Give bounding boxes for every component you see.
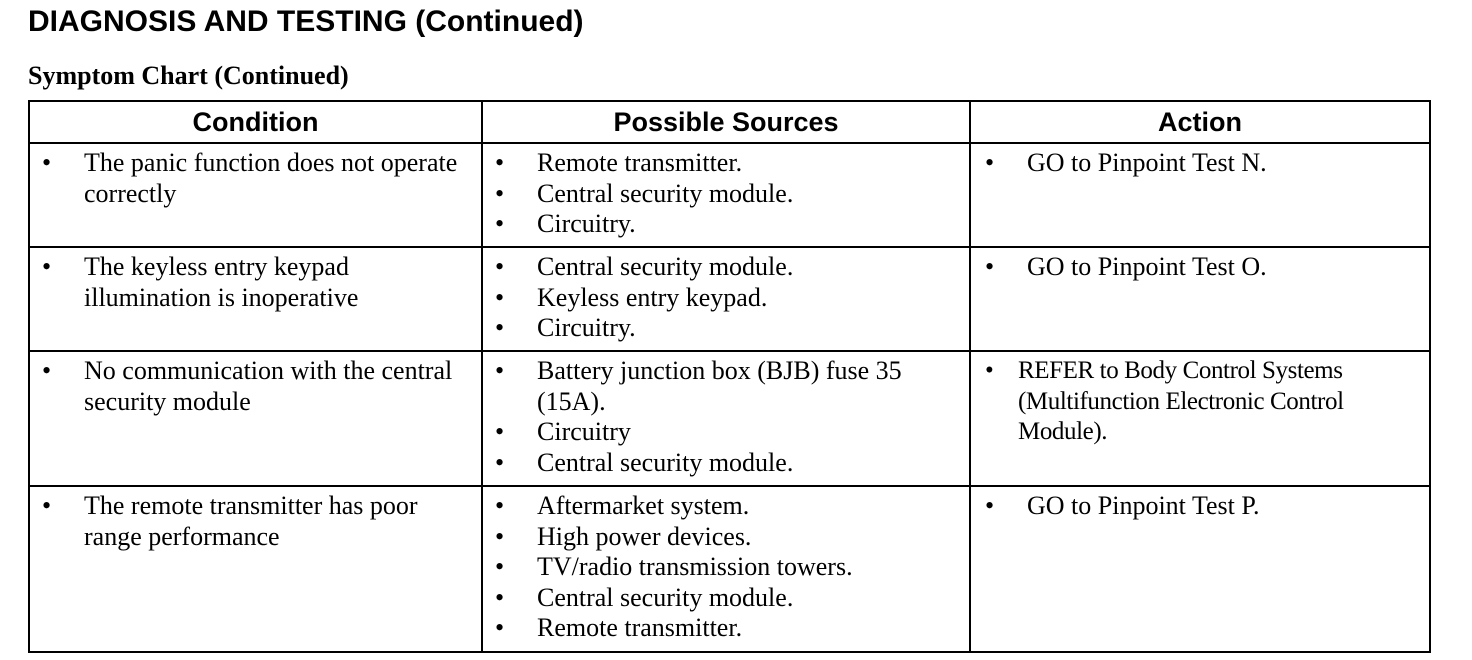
action-text: GO to Pinpoint Test N. xyxy=(1027,148,1267,177)
action-item xyxy=(971,148,1429,179)
bullet-icon: • xyxy=(495,447,505,477)
condition-item xyxy=(30,356,481,417)
source-item xyxy=(483,552,969,583)
bullet-icon: • xyxy=(495,417,505,446)
action-text: REFER to Body Control Systems (Multifunction Electronic Control Module). xyxy=(1018,357,1344,445)
action-text: GO to Pinpoint Test P. xyxy=(1027,491,1260,520)
source-item xyxy=(483,356,969,417)
sources-cell xyxy=(482,143,970,247)
source-text: Central security module. xyxy=(537,178,794,208)
bullet-icon: • xyxy=(42,148,52,177)
page-title: DIAGNOSIS AND TESTING (Continued) xyxy=(28,5,584,38)
symptom-chart-table xyxy=(28,100,1431,653)
bullet-icon: • xyxy=(42,356,52,385)
bullet-icon: • xyxy=(495,613,505,642)
source-item xyxy=(483,313,969,344)
source-text: Circuitry. xyxy=(537,313,636,342)
source-text: High power devices. xyxy=(537,521,752,551)
source-item xyxy=(483,148,969,179)
source-text: Circuitry. xyxy=(537,209,636,238)
condition-cell xyxy=(29,247,482,351)
source-item xyxy=(483,583,969,614)
source-text: TV/radio transmission towers. xyxy=(537,552,853,581)
bullet-icon: • xyxy=(495,209,505,238)
source-text: Aftermarket system. xyxy=(537,491,750,520)
source-text: Remote transmitter. xyxy=(537,148,743,177)
action-cell xyxy=(970,486,1430,652)
condition-item xyxy=(30,491,481,552)
condition-text: The remote transmitter has poor range performance xyxy=(84,491,418,551)
condition-cell xyxy=(29,143,482,247)
bullet-icon: • xyxy=(495,252,505,281)
bullet-icon: • xyxy=(495,521,505,551)
header-row xyxy=(29,101,1430,143)
condition-text: The keyless entry keypad illumination is inoperative xyxy=(84,252,359,312)
condition-item xyxy=(30,148,481,209)
table-row xyxy=(29,143,1430,247)
source-item xyxy=(483,417,969,448)
condition-cell xyxy=(29,351,482,486)
bullet-icon: • xyxy=(495,356,505,385)
source-item xyxy=(483,252,969,283)
table-row xyxy=(29,247,1430,351)
table-row xyxy=(29,486,1430,652)
source-item xyxy=(483,283,969,314)
source-item xyxy=(483,179,969,210)
action-cell xyxy=(970,143,1430,247)
source-item xyxy=(483,522,969,553)
header-action: Action xyxy=(970,101,1430,143)
sources-cell xyxy=(482,247,970,351)
bullet-icon: • xyxy=(495,313,505,342)
source-text: Central security module. xyxy=(537,582,794,612)
source-text: Central security module. xyxy=(537,447,794,477)
bullet-icon: • xyxy=(495,582,505,612)
source-text: Battery junction box (BJB) fuse 35 (15A). xyxy=(537,356,902,416)
source-text: Remote transmitter. xyxy=(537,613,743,642)
bullet-icon: • xyxy=(985,148,995,177)
action-item xyxy=(971,356,1429,448)
sources-cell xyxy=(482,351,970,486)
condition-item xyxy=(30,252,481,313)
condition-text: No communication with the central security module xyxy=(84,356,453,416)
action-cell xyxy=(970,351,1430,486)
source-text: Circuitry xyxy=(537,417,631,446)
header-possible-sources: Possible Sources xyxy=(482,101,970,143)
source-item xyxy=(483,491,969,522)
source-text: Central security module. xyxy=(537,252,794,281)
bullet-icon: • xyxy=(42,491,52,520)
condition-cell xyxy=(29,486,482,652)
action-item xyxy=(971,252,1429,283)
source-text: Keyless entry keypad. xyxy=(537,282,768,312)
action-cell xyxy=(970,247,1430,351)
source-item xyxy=(483,613,969,644)
bullet-icon: • xyxy=(495,148,505,177)
bullet-icon: • xyxy=(495,491,505,520)
bullet-icon: • xyxy=(985,252,995,281)
source-item xyxy=(483,448,969,479)
action-item xyxy=(971,491,1429,522)
action-text: GO to Pinpoint Test O. xyxy=(1027,252,1267,281)
table-row xyxy=(29,351,1430,486)
chart-title: Symptom Chart (Continued) xyxy=(28,61,349,90)
bullet-icon: • xyxy=(495,282,505,312)
sources-cell xyxy=(482,486,970,652)
source-item xyxy=(483,209,969,240)
bullet-icon: • xyxy=(495,178,505,208)
bullet-icon: • xyxy=(985,491,995,520)
bullet-icon: • xyxy=(985,357,994,384)
header-condition: Condition xyxy=(29,101,482,143)
condition-text: The panic function does not operate correctly xyxy=(84,148,458,208)
bullet-icon: • xyxy=(495,552,505,581)
bullet-icon: • xyxy=(42,252,52,281)
